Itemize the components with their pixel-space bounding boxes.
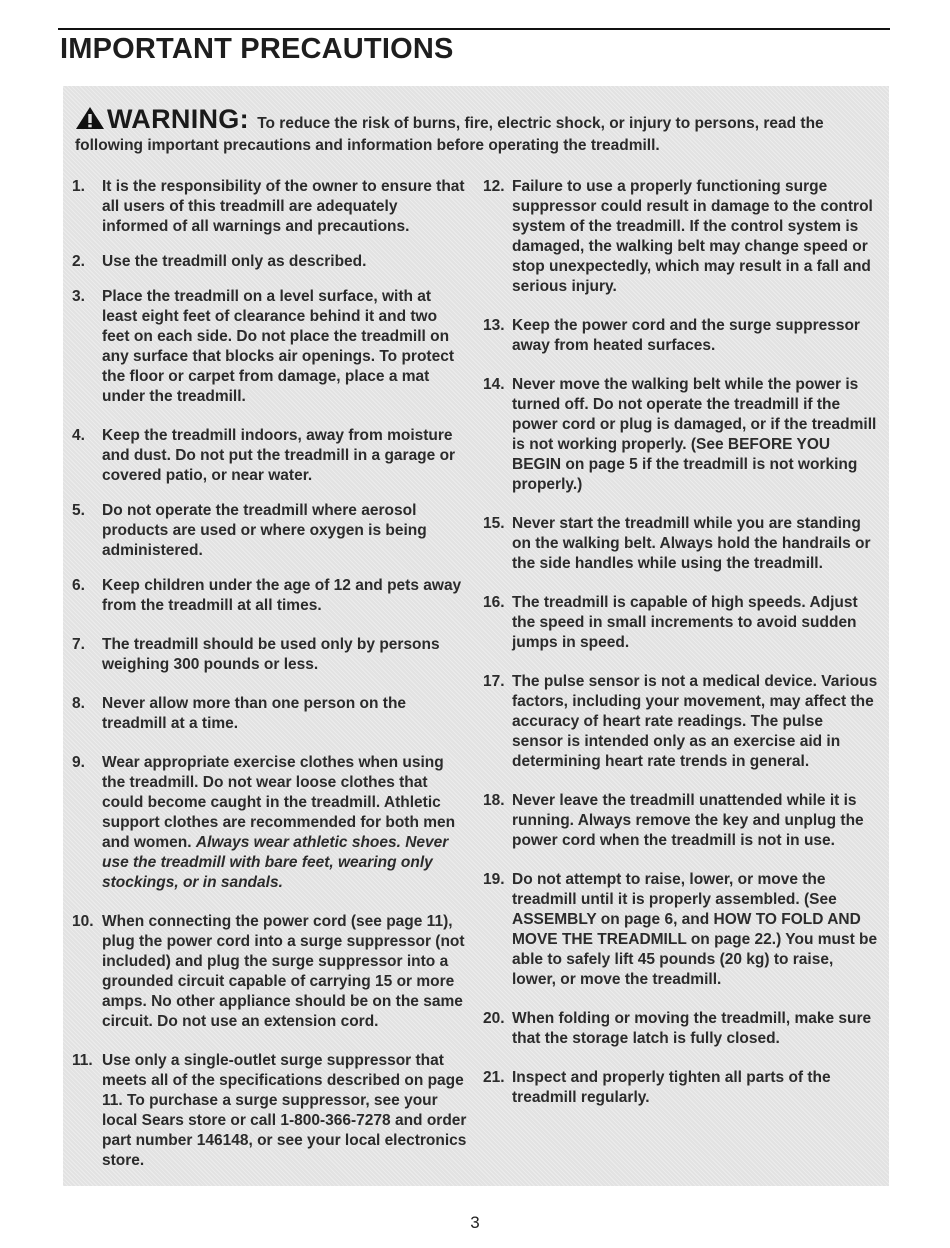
item-text: Do not attempt to raise, lower, or move the treadmill until it is properly assembled. (See ASSEMBLY on page 6, and HOW TO FOLD AND MOVE THE TREADMILL on page 22.) You must be able to safely lift 45 pounds (20 kg) to raise, lower, or move the treadmill. [512, 871, 878, 988]
item-italic-text: Always wear athletic shoes. Never use the treadmill with bare feet, wearing only stockings, or in sandals. [102, 834, 449, 891]
warning-label: WARNING: [107, 104, 249, 134]
warning-block [75, 106, 885, 156]
item-text: Never leave the treadmill unattended while it is running. Always remove the key and unplug the power cord when the treadmill is not in use. [512, 792, 864, 849]
item-number: 8. [72, 695, 85, 712]
page-number: 3 [470, 1213, 480, 1232]
item-text: When connecting the power cord (see page 11), plug the power cord into a surge suppressor (not included) and plug the surge suppressor into a grounded circuit capable of carrying 15 or more amps. No other appliance should be on the same circuit. Do not use an extension cord. [102, 913, 465, 1030]
precaution-item [72, 252, 467, 272]
item-text: Keep children under the age of 12 and pets away from the treadmill at all times. [102, 577, 462, 614]
precaution-item [483, 791, 878, 851]
item-text: Place the treadmill on a level surface, with at least eight feet of clearance behind it and two feet on each side. Do not place the treadmill on any surface that blocks air openings. To protect the floor or carpet from damage, place a mat under the treadmill. [102, 288, 454, 405]
item-text: Keep the power cord and the surge suppressor away from heated surfaces. [512, 317, 860, 354]
item-text: Never move the walking belt while the power is turned off. Do not operate the treadmill if the power cord or plug is damaged, or if the treadmill is not working properly. (See BEFORE YOU BEGIN on page 5 if the treadmill is not working properly.) [512, 376, 877, 493]
item-number: 17. [483, 673, 505, 690]
warning-triangle-icon [75, 106, 105, 136]
precaution-item [72, 1051, 467, 1171]
item-number: 2. [72, 253, 85, 270]
item-text: Inspect and properly tighten all parts of the treadmill regularly. [512, 1069, 831, 1106]
page-title: IMPORTANT PRECAUTIONS [60, 33, 454, 65]
item-number: 14. [483, 376, 505, 393]
item-number: 7. [72, 636, 85, 653]
item-text: Keep the treadmill indoors, away from moisture and dust. Do not put the treadmill in a garage or covered patio, or near water. [102, 427, 456, 484]
item-text: Never allow more than one person on the treadmill at a time. [102, 695, 407, 732]
item-number: 6. [72, 577, 85, 594]
precaution-item [72, 576, 467, 616]
item-text: The pulse sensor is not a medical device. Various factors, including your movement, may affect the accuracy of heart rate readings. The pulse sensor is intended only as an exercise aid in determining heart rate trends in general. [512, 673, 878, 770]
item-number: 21. [483, 1069, 505, 1086]
item-number: 18. [483, 792, 505, 809]
item-number: 10. [72, 913, 94, 930]
item-text: The treadmill is capable of high speeds. Adjust the speed in small increments to avoid sudden jumps in speed. [512, 594, 858, 651]
precaution-item [483, 1068, 878, 1108]
item-number: 15. [483, 515, 505, 532]
item-number: 16. [483, 594, 505, 611]
item-number: 9. [72, 754, 85, 771]
precaution-item [483, 514, 878, 574]
precaution-item [72, 426, 467, 486]
precaution-item [483, 870, 878, 990]
item-number: 3. [72, 288, 85, 305]
item-number: 20. [483, 1010, 505, 1027]
precaution-item [483, 375, 878, 495]
item-text: Wear appropriate exercise clothes when using the treadmill. Do not wear loose clothes that could become caught in the treadmill. Athletic support clothes are recommended for both men and women. [102, 754, 456, 851]
precaution-item [72, 753, 467, 893]
precaution-item [483, 316, 878, 356]
precaution-item [483, 177, 878, 297]
precaution-item [483, 1009, 878, 1049]
item-text: The treadmill should be used only by persons weighing 300 pounds or less. [102, 636, 440, 673]
precaution-item [483, 672, 878, 772]
item-number: 5. [72, 502, 85, 519]
top-rule [58, 28, 890, 30]
item-number: 4. [72, 427, 85, 444]
precaution-item [72, 635, 467, 675]
item-number: 19. [483, 871, 505, 888]
item-text: Use only a single-outlet surge suppressor that meets all of the specifications described on page 11. To purchase a surge suppressor, see your local Sears store or call 1-800-366-7278 and order part number 146148, or see your local electronics store. [102, 1052, 467, 1169]
precautions-right-column [483, 177, 878, 1108]
item-text: It is the responsibility of the owner to ensure that all users of this treadmill are adequately informed of all warnings and precautions. [102, 178, 465, 235]
item-number: 1. [72, 178, 85, 195]
precautions-left-column [72, 177, 467, 1171]
item-number: 13. [483, 317, 505, 334]
item-number: 11. [72, 1052, 93, 1069]
item-number: 12. [483, 178, 505, 195]
precaution-item [72, 694, 467, 734]
precaution-item [483, 593, 878, 653]
item-text: Do not operate the treadmill where aerosol products are used or where oxygen is being administered. [102, 502, 427, 559]
item-text: When folding or moving the treadmill, make sure that the storage latch is fully closed. [512, 1010, 872, 1047]
precaution-item [72, 912, 467, 1032]
item-text: Never start the treadmill while you are standing on the walking belt. Always hold the handrails or the side handles while using the treadmill. [512, 515, 871, 572]
item-text: Failure to use a properly functioning surge suppressor could result in damage to the control system of the treadmill. If the control system is damaged, the walking belt may change speed or stop unexpectedly, which may result in a fall and serious injury. [512, 178, 873, 295]
precaution-item [72, 177, 467, 237]
warning-text: To reduce the risk of burns, fire, electric shock, or injury to persons, read the following important precautions and information before operating the treadmill. [75, 115, 824, 154]
precaution-item [72, 501, 467, 561]
item-text: Use the treadmill only as described. [102, 253, 367, 270]
precaution-item [72, 287, 467, 407]
